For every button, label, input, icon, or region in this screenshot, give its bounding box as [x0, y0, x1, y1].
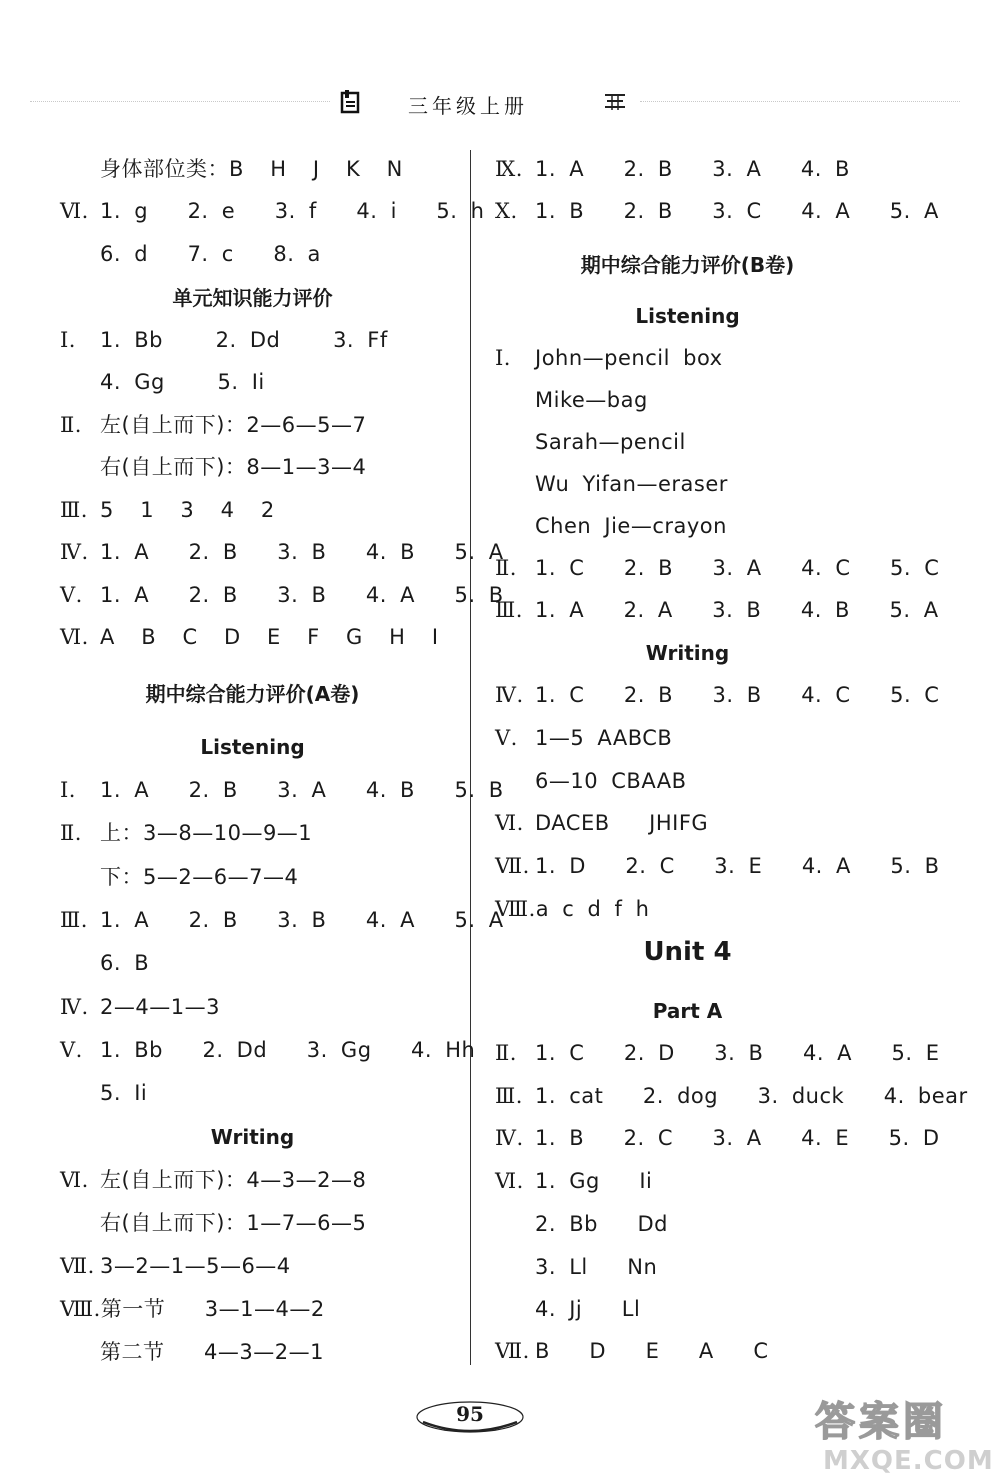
answer-text: a c d f h	[535, 897, 650, 921]
header-rule-left	[30, 101, 330, 102]
question-number: Ⅳ.	[60, 540, 89, 564]
question-number: Ⅱ.	[60, 821, 82, 845]
question-number: Ⅱ.	[495, 556, 517, 580]
answer-line	[60, 496, 275, 524]
answer-line	[495, 386, 648, 414]
answer-text: 上：3—8—10—9—1	[100, 821, 313, 845]
question-number: Ⅵ.	[60, 1168, 89, 1192]
answer-line	[495, 1039, 940, 1067]
answer-text: 6—10 CBAAB	[535, 769, 687, 793]
section-heading: Part A	[652, 999, 723, 1023]
answer-text: 1. B 2. C 3. A 4. E 5. D	[535, 1126, 940, 1150]
answer-line	[60, 776, 504, 804]
section-heading: 期中综合能力评价(B卷)	[580, 253, 795, 277]
answer-text: 1. C 2. B 3. A 4. C 5. C	[535, 556, 940, 580]
page-header	[0, 80, 1000, 120]
question-number: Ⅲ.	[60, 498, 88, 522]
question-number: Ⅶ.	[60, 1254, 95, 1278]
answer-line	[495, 155, 850, 183]
answer-text: 6. B	[100, 951, 150, 975]
answer-line	[495, 428, 686, 456]
watermark-domain: MXQE.COM	[823, 1446, 994, 1476]
answer-text: 第一节 3—1—4—2	[100, 1297, 325, 1321]
section-heading: Writing	[210, 1125, 295, 1149]
question-number: Ⅲ.	[60, 908, 88, 932]
column-divider	[470, 150, 471, 1365]
question-number: Ⅶ.	[495, 854, 530, 878]
question-number: Ⅳ.	[60, 995, 89, 1019]
answer-line	[60, 1295, 325, 1323]
answer-text: 3—2—1—5—6—4	[100, 1254, 291, 1278]
answer-line	[60, 326, 388, 354]
answer-line	[60, 863, 298, 891]
question-number: Ⅵ.	[60, 199, 89, 223]
section-heading: Listening	[200, 735, 305, 759]
answer-line	[60, 906, 504, 934]
answer-text: 3. Ll Nn	[535, 1255, 658, 1279]
header-title: 三年级上册	[408, 94, 528, 118]
answer-line	[60, 538, 504, 566]
answer-text: 1. C 2. D 3. B 4. A 5. E	[535, 1041, 940, 1065]
answer-text: 1. A 2. B 3. B 4. A 5. B	[100, 583, 504, 607]
answer-line	[495, 1337, 768, 1365]
answer-text: Mike—bag	[535, 388, 648, 412]
watermark-logo-text: 答案圈	[815, 1399, 947, 1445]
question-number: Ⅳ.	[495, 683, 524, 707]
answer-line	[60, 1252, 291, 1280]
answer-text: DACEB JHIFG	[535, 811, 709, 835]
answer-line	[60, 411, 366, 439]
answer-line	[60, 1079, 147, 1107]
question-number: Ⅴ.	[60, 583, 83, 607]
unit-title: Unit 4	[643, 937, 732, 967]
answer-text: 1. Bb 2. Dd 3. Gg 4. Hh	[100, 1038, 476, 1062]
answer-text: 身体部位类：B H J K N	[100, 157, 403, 181]
question-number: Ⅶ.	[495, 1339, 530, 1363]
answer-line	[60, 240, 321, 268]
answer-text: Chen Jie—crayon	[535, 514, 727, 538]
question-number: Ⅴ.	[495, 726, 518, 750]
answer-text: 左(自上而下)：2—6—5—7	[100, 413, 367, 437]
answer-line	[60, 197, 484, 225]
answer-text: 6. d 7. c 8. a	[100, 242, 321, 266]
answer-line	[60, 1036, 475, 1064]
question-number: Ⅲ.	[495, 1084, 523, 1108]
question-number: Ⅰ.	[60, 778, 76, 802]
answer-text: John—pencil box	[535, 346, 723, 370]
answer-text: 1. g 2. e 3. f 4. i 5. h	[100, 199, 485, 223]
header-rule-right	[640, 101, 960, 102]
question-number: Ⅰ.	[60, 328, 76, 352]
answer-text: 5. Ii	[100, 1081, 148, 1105]
answer-line	[495, 596, 939, 624]
answer-text: 1. B 2. B 3. C 4. A 5. A	[535, 199, 939, 223]
answer-line	[495, 1124, 940, 1152]
answer-line	[495, 895, 649, 923]
answer-text: 1. D 2. C 3. E 4. A 5. B	[535, 854, 940, 878]
answer-line	[60, 1338, 324, 1366]
answer-text: 左(自上而下)：4—3—2—8	[100, 1168, 367, 1192]
question-number: Ⅱ.	[60, 413, 82, 437]
question-number: Ⅲ.	[495, 598, 523, 622]
answer-line	[60, 819, 312, 847]
answer-text: 1. A 2. B 3. A 4. B	[535, 157, 850, 181]
answer-text: 右(自上而下)：8—1—3—4	[100, 455, 367, 479]
answer-text: 下：5—2—6—7—4	[100, 865, 299, 889]
answer-line	[495, 1167, 652, 1195]
answer-line	[495, 344, 723, 372]
question-number: Ⅹ.	[495, 199, 518, 223]
answer-line	[495, 197, 939, 225]
answer-line	[60, 1166, 366, 1194]
answer-text: 第二节 4—3—2—1	[100, 1340, 324, 1364]
answer-text: B D E A C	[535, 1339, 769, 1363]
section-heading: Listening	[635, 304, 740, 328]
answer-text: 1. A 2. B 3. B 4. A 5. A	[100, 908, 504, 932]
answer-text: 5 1 3 4 2	[100, 498, 275, 522]
answer-line	[60, 581, 504, 609]
site-watermark	[815, 1390, 995, 1480]
answer-text: Sarah—pencil	[535, 430, 686, 454]
answer-line	[495, 681, 939, 709]
answer-line	[495, 852, 940, 880]
question-number: Ⅵ.	[60, 625, 89, 649]
answer-line	[60, 155, 403, 183]
answer-line	[60, 623, 439, 651]
answer-line	[495, 1210, 668, 1238]
question-number: Ⅷ.	[60, 1297, 101, 1321]
publisher-mark-icon	[604, 92, 626, 112]
answer-text: 4. Gg 5. Ii	[100, 370, 265, 394]
answer-text: 1. C 2. B 3. B 4. C 5. C	[535, 683, 940, 707]
answer-text: 1. A 2. B 3. B 4. B 5. A	[100, 540, 504, 564]
answer-line	[60, 993, 220, 1021]
answer-text: 1. cat 2. dog 3. duck 4. bear	[535, 1084, 968, 1108]
answer-text: A B C D E F G H I	[100, 625, 439, 649]
section-heading: Writing	[645, 641, 730, 665]
answer-text: 右(自上而下)：1—7—6—5	[100, 1211, 367, 1235]
answer-text: 2. Bb Dd	[535, 1212, 668, 1236]
page-footer	[0, 1380, 1000, 1480]
answer-line	[495, 1253, 657, 1281]
page-number: 95	[456, 1402, 484, 1426]
answer-line	[495, 512, 727, 540]
question-number: Ⅰ.	[495, 346, 511, 370]
answer-text: 1. Gg Ii	[535, 1169, 653, 1193]
question-number: Ⅵ.	[495, 1169, 524, 1193]
question-number: Ⅳ.	[495, 1126, 524, 1150]
answer-text: 1—5 AABCB	[535, 726, 673, 750]
answer-line	[495, 809, 708, 837]
section-heading: 单元知识能力评价	[172, 286, 333, 310]
answer-line	[495, 724, 672, 752]
answer-text: 2—4—1—3	[100, 995, 220, 1019]
question-number: Ⅸ.	[495, 157, 523, 181]
answer-text: 1. Bb 2. Dd 3. Ff	[100, 328, 388, 352]
answer-line	[495, 1082, 968, 1110]
question-number: Ⅴ.	[60, 1038, 83, 1062]
answer-text: Wu Yifan—eraser	[535, 472, 728, 496]
question-number: Ⅷ.	[495, 897, 536, 921]
answer-line	[60, 368, 265, 396]
answer-line	[495, 1295, 640, 1323]
book-icon	[340, 90, 362, 114]
answer-text: 4. Jj Ll	[535, 1297, 641, 1321]
section-heading: 期中综合能力评价(A卷)	[145, 682, 360, 706]
answer-line	[60, 453, 366, 481]
answer-line	[60, 1209, 366, 1237]
answer-line	[495, 470, 728, 498]
question-number: Ⅱ.	[495, 1041, 517, 1065]
answer-line	[495, 554, 939, 582]
answer-line	[495, 767, 687, 795]
answer-line	[60, 949, 149, 977]
answer-text: 1. A 2. B 3. A 4. B 5. B	[100, 778, 504, 802]
question-number: Ⅵ.	[495, 811, 524, 835]
answer-text: 1. A 2. A 3. B 4. B 5. A	[535, 598, 939, 622]
